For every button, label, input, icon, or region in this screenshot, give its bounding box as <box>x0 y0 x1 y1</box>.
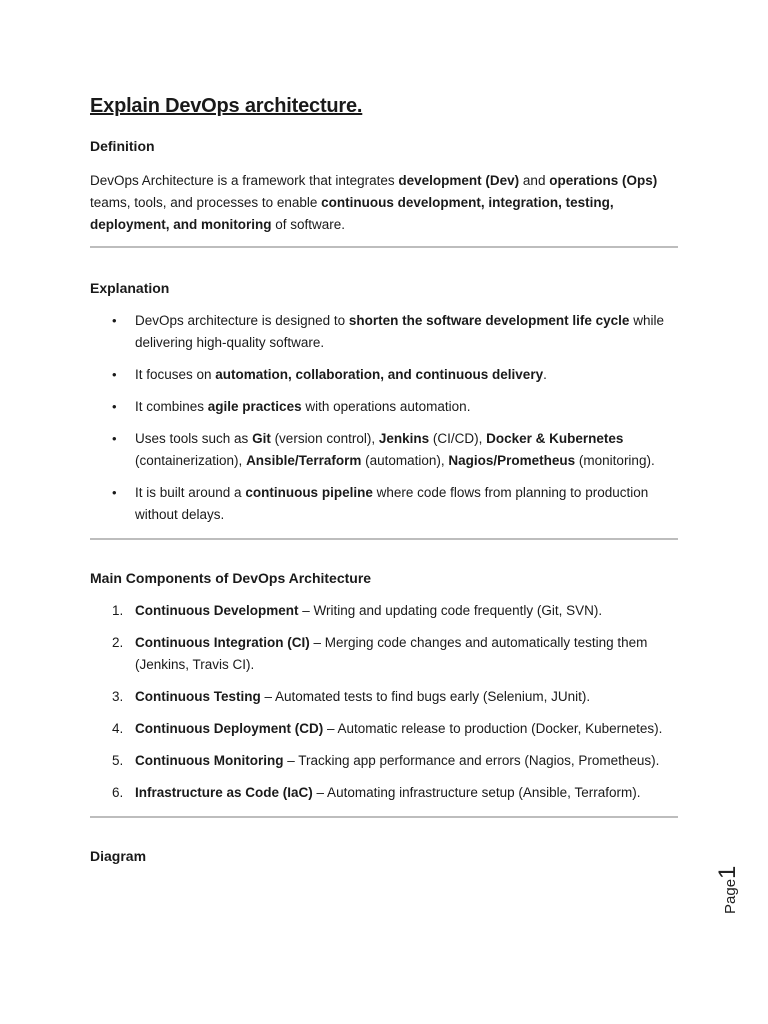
text-run: while delivering high-quality software. <box>135 313 664 350</box>
bold-run: operations (Ops) <box>549 173 658 188</box>
text-run: . <box>543 367 547 382</box>
component-name: Continuous Development <box>135 603 299 618</box>
component-desc: – Merging code changes and automatically testing them (Jenkins, Travis CI). <box>135 635 648 672</box>
page-number-label <box>714 866 742 914</box>
list-item <box>90 686 678 708</box>
list-number: 6. <box>112 785 124 800</box>
list-item <box>90 364 678 386</box>
explanation-section <box>90 278 678 540</box>
list-item <box>90 396 678 418</box>
bold-run: Docker & Kubernetes <box>486 431 624 446</box>
bold-run: Ansible/Terraform <box>246 453 362 468</box>
text-run: teams, tools, and processes to enable <box>90 195 322 210</box>
component-desc: – Writing and updating code frequently (Git, SVN). <box>298 603 603 618</box>
list-item <box>90 600 678 622</box>
list-number: 1. <box>112 603 124 618</box>
document-title: Explain DevOps architecture. <box>90 95 363 117</box>
text-run: It is built around a <box>135 485 246 500</box>
list-number: 3. <box>112 689 124 704</box>
text-run: (version control), <box>270 431 379 446</box>
section-divider <box>90 816 678 818</box>
section-divider <box>90 538 678 540</box>
definition-text <box>90 170 678 236</box>
text-run: where code flows from planning to production without delays. <box>135 485 649 522</box>
page-word: Page <box>722 878 739 914</box>
components-heading: Main Components of DevOps Architecture <box>90 570 372 586</box>
list-item <box>90 782 678 804</box>
text-run: DevOps architecture is designed to <box>135 313 349 328</box>
list-number: 2. <box>112 635 124 650</box>
bold-run: agile practices <box>207 399 302 414</box>
list-item <box>90 482 678 526</box>
text-run: (monitoring). <box>575 453 655 468</box>
list-item <box>90 428 678 472</box>
component-desc: – Automatic release to production (Docker, Kubernetes). <box>323 721 663 736</box>
component-name: Infrastructure as Code (IaC) <box>135 785 313 800</box>
component-name: Continuous Deployment (CD) <box>135 721 324 736</box>
text-run: with operations automation. <box>301 399 471 414</box>
bold-run: Git <box>252 431 271 446</box>
text-run: (automation), <box>361 453 449 468</box>
component-name: Continuous Monitoring <box>135 753 284 768</box>
bold-run: shorten the software development life cycle <box>348 313 630 328</box>
list-item <box>90 310 678 354</box>
list-item <box>90 750 678 772</box>
list-item <box>90 632 678 676</box>
text-run: Uses tools such as <box>135 431 253 446</box>
text-run: of software. <box>271 217 346 232</box>
page-number <box>712 858 740 918</box>
component-desc: – Tracking app performance and errors (Nagios, Prometheus). <box>283 753 660 768</box>
text-run: DevOps Architecture is a framework that integrates <box>90 173 399 188</box>
list-number: 5. <box>112 753 124 768</box>
component-desc: – Automating infrastructure setup (Ansible, Terraform). <box>312 785 641 800</box>
bullet-icon: • <box>112 313 117 328</box>
components-list <box>90 600 678 804</box>
text-run: and <box>519 173 550 188</box>
section-divider <box>90 246 678 248</box>
text-run: (containerization), <box>135 453 247 468</box>
components-section <box>90 568 678 818</box>
diagram-section <box>90 846 678 866</box>
component-desc: – Automated tests to find bugs early (Selenium, JUnit). <box>260 689 591 704</box>
bold-run: continuous pipeline <box>245 485 373 500</box>
bullet-icon: • <box>112 399 117 414</box>
explanation-list <box>90 310 678 526</box>
bold-run: Jenkins <box>378 431 430 446</box>
bullet-icon: • <box>112 485 117 500</box>
bullet-icon: • <box>112 431 117 446</box>
bullet-icon: • <box>112 367 117 382</box>
definition-heading: Definition <box>90 138 155 154</box>
bold-run: Nagios/Prometheus <box>448 453 576 468</box>
list-item <box>90 718 678 740</box>
document-page <box>90 92 678 880</box>
diagram-heading: Diagram <box>90 848 147 864</box>
component-name: Continuous Testing <box>135 689 261 704</box>
page-num: 1 <box>714 865 741 879</box>
component-name: Continuous Integration (CI) <box>135 635 310 650</box>
bold-run: continuous development, integration, testing, deployment, and monitoring <box>90 195 614 232</box>
list-number: 4. <box>112 721 124 736</box>
definition-section <box>90 136 678 248</box>
explanation-heading: Explanation <box>90 280 170 296</box>
text-run: It combines <box>135 399 208 414</box>
bold-run: automation, collaboration, and continuous delivery <box>215 367 544 382</box>
bold-run: development (Dev) <box>398 173 520 188</box>
text-run: It focuses on <box>135 367 216 382</box>
text-run: (CI/CD), <box>429 431 487 446</box>
